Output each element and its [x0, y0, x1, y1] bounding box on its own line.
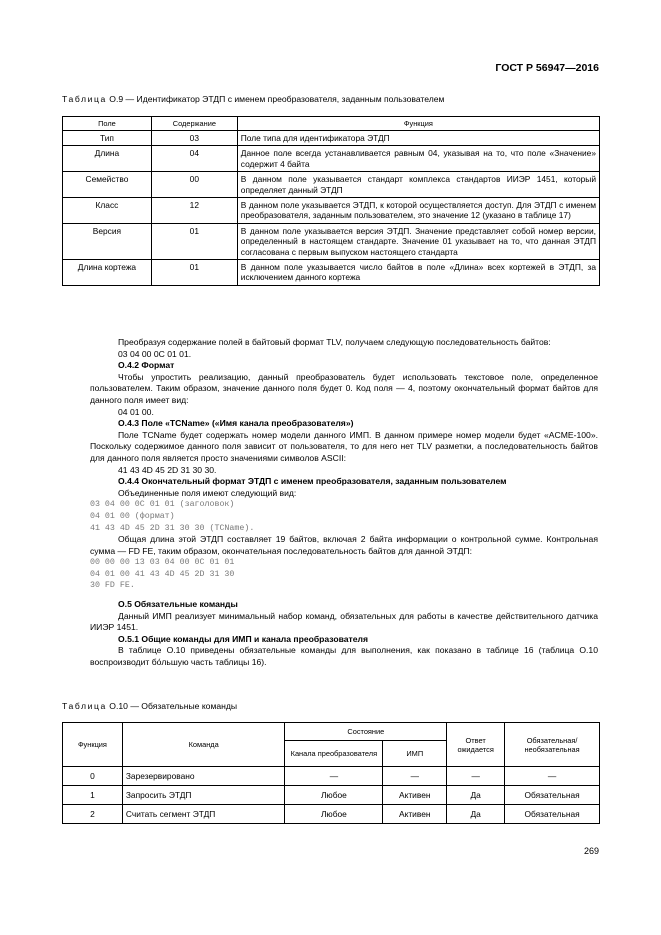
section-heading: О.4.4 Окончательный формат ЭТДП с именем преобразователя, заданным пользователем: [118, 476, 507, 487]
page-number: 269: [583, 846, 599, 856]
section-heading: О.4.2 Формат: [118, 360, 175, 371]
cell-function: 1: [63, 786, 123, 805]
byte-sequence: 03 04 00 0C 01 01.: [118, 348, 192, 359]
cell-function: В данном поле указывается число байтов в поле «Длина» всех кортежей в ЭТДП, за исключением данного кортежа: [237, 260, 599, 286]
code-line: 41 43 4D 45 2D 31 30 30 (TCName).: [90, 523, 255, 533]
caption-label: Таблица: [62, 94, 107, 104]
col-header-state: Состояние: [285, 723, 447, 741]
cell-content: 04: [151, 146, 237, 172]
cell-field: Длина: [63, 146, 152, 172]
cell-function: Данное поле всегда устанавливается равным 04, указывая на то, что поле «Значение» содержит 4 байта: [237, 146, 599, 172]
caption-label: Таблица: [62, 701, 107, 711]
table-row: [63, 172, 600, 198]
table-row: [63, 198, 600, 224]
cell-command: Запросить ЭТДП: [122, 786, 285, 805]
col-header-function: Функция: [237, 117, 599, 131]
cell-field: Семейство: [63, 172, 152, 198]
table-o9-caption: [62, 94, 444, 104]
section-heading: О.5 Обязательные команды: [118, 599, 238, 610]
body-text: [90, 337, 598, 669]
cell-function: В данном поле указывается версия ЭТДП. Значение представляет собой номер версии, определенный в настоящем стандарте. Значение 01 указывает на то, что данная ЭТДП согласована с первым выпуском настоящего стандарта: [237, 223, 599, 259]
table-row: [63, 767, 600, 786]
code-line: 03 04 00 0C 01 01 (заголовок): [90, 500, 235, 510]
section-heading: О.5.1 Общие команды для ИМП и канала преобразователя: [118, 633, 369, 644]
col-header-mandatory: Обязательная/ необязательная: [505, 723, 600, 767]
caption-text: О.9 — Идентификатор ЭТДП с именем преобразователя, заданным пользователем: [109, 94, 445, 104]
paragraph: Преобразуя содержание полей в байтовый формат TLV, получаем следующую последовательность байтов:: [118, 337, 551, 347]
cell-command: Считать сегмент ЭТДП: [122, 805, 285, 824]
paragraph: Чтобы упростить реализацию, данный преобразователь будет использовать текстовое поле, определенное пользователем. Таким образом, значение данного поля будет 0. Код поля — 4, поэтому окончательный формат байтов для данного поля имеет вид:: [90, 371, 598, 405]
cell-field: Класс: [63, 198, 152, 224]
col-header-reply: Ответ ожидается: [447, 723, 505, 767]
code-line: 04 01 00 41 43 4D 45 2D 31 30: [90, 569, 235, 579]
code-line: 30 FD FE.: [90, 581, 135, 591]
cell-field: Тип: [63, 131, 152, 146]
paragraph: Объединенные поля имеют следующий вид:: [118, 487, 297, 498]
table-row: [63, 146, 600, 172]
table-o10-caption: [62, 701, 237, 711]
cell-field: Версия: [63, 223, 152, 259]
cell-field: Длина кортежа: [63, 260, 152, 286]
cell-content: 00: [151, 172, 237, 198]
code-line: 04 01 00 (формат): [90, 511, 175, 521]
standard-header: ГОСТ Р 56947—2016: [495, 62, 599, 74]
cell-function: В данном поле указывается ЭТДП, к которой осуществляется доступ. Для ЭТДП с именем преобразователя, заданным пользователем, это значение 12 (указано в таблице 17): [237, 198, 599, 224]
table-row: [63, 805, 600, 824]
cell-function: В данном поле указывается стандарт комплекса стандартов ИИЭР 1451, который определяет данный ЭТДП: [237, 172, 599, 198]
table-row: [63, 131, 600, 146]
section-heading: О.4.3 Поле «TCName» («Имя канала преобразователя»): [118, 418, 354, 429]
cell-function: 0: [63, 767, 123, 786]
cell-mandatory: —: [505, 767, 600, 786]
col-header-field: Поле: [63, 117, 152, 131]
cell-content: 01: [151, 223, 237, 259]
cell-function: Поле типа для идентификатора ЭТДП: [237, 131, 599, 146]
caption-text: О.10 — Обязательные команды: [109, 701, 238, 711]
table-o9: [62, 116, 600, 286]
table-o10: [62, 722, 600, 824]
cell-imp: Активен: [383, 786, 447, 805]
cell-mandatory: Обязательная: [505, 805, 600, 824]
cell-reply: —: [447, 767, 505, 786]
cell-imp: Активен: [383, 805, 447, 824]
cell-mandatory: Обязательная: [505, 786, 600, 805]
col-header-function: Функция: [63, 723, 123, 767]
col-header-content: Содержание: [151, 117, 237, 131]
cell-channel: Любое: [285, 805, 383, 824]
cell-channel: Любое: [285, 786, 383, 805]
table-row: [63, 223, 600, 259]
cell-content: 12: [151, 198, 237, 224]
table-row: [63, 260, 600, 286]
byte-sequence: 41 43 4D 45 2D 31 30 30.: [118, 464, 217, 475]
cell-content: 03: [151, 131, 237, 146]
paragraph: В таблице О.10 приведены обязательные команды для выполнения, как показано в таблице 16 (таблица О.10 воспроизводит бо́льшую часть таблицы 16).: [90, 645, 598, 668]
cell-imp: —: [383, 767, 447, 786]
code-line: 00 00 00 13 03 04 00 0C 01 01: [90, 558, 235, 568]
cell-command: Зарезервировано: [122, 767, 285, 786]
paragraph: Данный ИМП реализует минимальный набор команд, обязательных для работы в качестве действительного датчика ИИЭР 1451.: [90, 610, 598, 633]
col-header-command: Команда: [122, 723, 285, 767]
table-row: [63, 786, 600, 805]
byte-sequence: 04 01 00.: [118, 406, 154, 417]
paragraph: Общая длина этой ЭТДП составляет 19 байтов, включая 2 байта информации о контрольной сумме. Контрольная сумма — FD FE, таким образом, окончательная последовательность байтов для данной ЭТДП:: [90, 534, 598, 556]
cell-reply: Да: [447, 805, 505, 824]
cell-function: 2: [63, 805, 123, 824]
cell-reply: Да: [447, 786, 505, 805]
paragraph: Поле TCName будет содержать номер модели данного ИМП. В данном примере номер модели будет «ACME-100». Поскольку содержимое данного поля зависит от пользователя, то для него нет TLV разметки, а последовательность байтов для данного поля является просто значениями символов ASCII:: [90, 429, 598, 463]
cell-content: 01: [151, 260, 237, 286]
cell-channel: —: [285, 767, 383, 786]
col-header-channel: Канала преобразователя: [285, 741, 383, 767]
col-header-imp: ИМП: [383, 741, 447, 767]
